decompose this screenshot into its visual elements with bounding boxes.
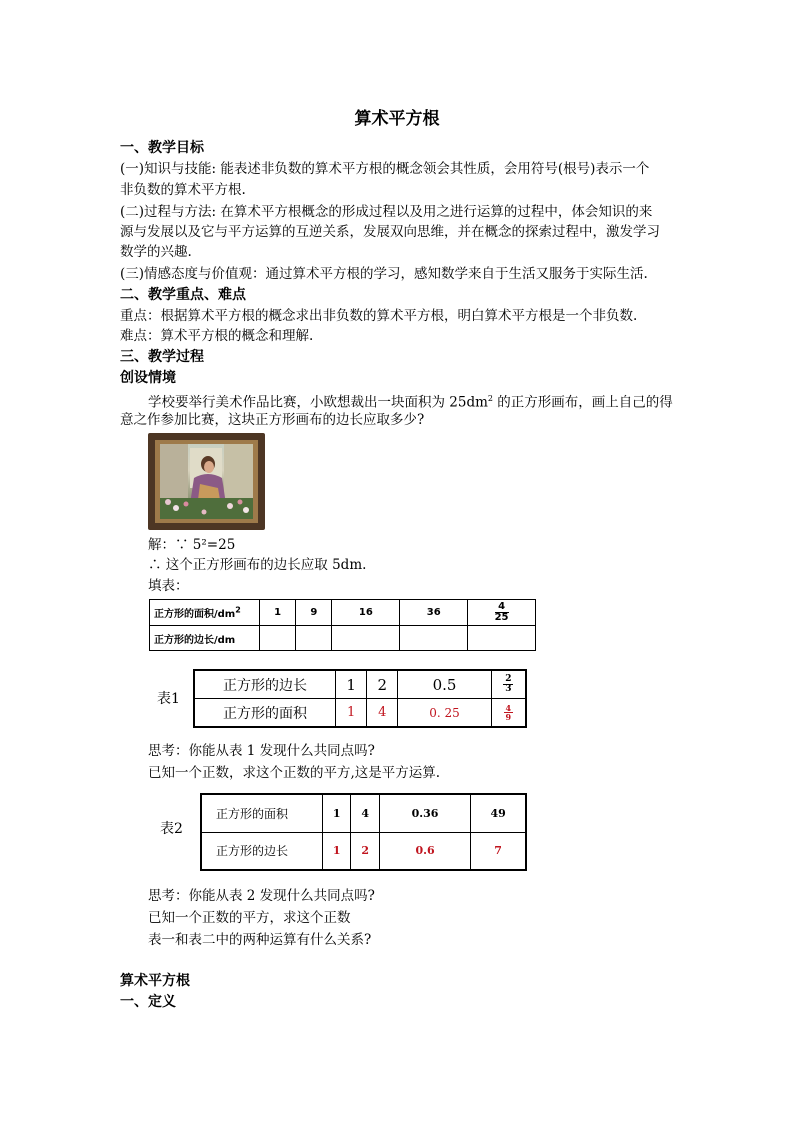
section-heading-goals: 一、教学目标 bbox=[120, 140, 204, 156]
fill-table-empty-cell bbox=[468, 626, 536, 651]
think-question-1: 思考：你能从表 1 发现什么共同点吗? bbox=[148, 743, 375, 759]
table2-answer-cell: 1 bbox=[323, 832, 351, 870]
fill-table-empty-cell bbox=[296, 626, 332, 651]
scenario-paragraph-line1 bbox=[148, 389, 673, 413]
table1-side-label: 正方形的边长 bbox=[194, 670, 336, 699]
fill-table-side-label: 正方形的边长/dm bbox=[150, 626, 260, 651]
table1-label: 表1 bbox=[157, 691, 180, 707]
goal-knowledge-line1: (一)知识与技能: 能表述非负数的算术平方根的概念领会其性质，会用符号(根号)表示一个 bbox=[120, 161, 650, 177]
key-point: 重点：根据算术平方根的概念求出非负数的算术平方根，明白算术平方根是一个非负数. bbox=[120, 308, 638, 324]
goal-attitude: (三)情感态度与价值观：通过算术平方根的学习，感知数学来自于生活又服务于实际生活. bbox=[120, 266, 648, 282]
framed-painting-image bbox=[148, 433, 265, 530]
solution-line2: ∴ 这个正方形画布的边长应取 5dm. bbox=[148, 557, 367, 573]
table2-label: 表2 bbox=[160, 821, 183, 837]
table2-answer-cell: 2 bbox=[351, 832, 379, 870]
solution-line1: 解：∵ 5²=25 bbox=[148, 537, 236, 553]
goal-process-line2: 源与发展以及它与平方运算的互逆关系，发展双向思维，并在概念的探索过程中，激发学习 bbox=[120, 224, 660, 240]
fill-table-cell: 36 bbox=[400, 600, 468, 626]
table1-answer-cell: 0. 25 bbox=[398, 699, 491, 728]
table1-cell: 0.5 bbox=[398, 670, 491, 699]
difficult-point: 难点：算术平方根的概念和理解. bbox=[120, 328, 314, 344]
table2-answer-cell: 7 bbox=[471, 832, 526, 870]
table2-cell: 1 bbox=[323, 794, 351, 832]
fill-table-cell-fraction: $\frac{4}{25}$ bbox=[468, 600, 536, 626]
table1 bbox=[193, 669, 527, 728]
known-statement-2: 已知一个正数的平方，求这个正数 bbox=[148, 910, 351, 926]
fill-table-instruction: 填表： bbox=[148, 578, 189, 594]
table2-side-label: 正方形的边长 bbox=[201, 832, 323, 870]
table1-cell: 1 bbox=[336, 670, 367, 699]
known-statement-1: 已知一个正数，求这个正数的平方,这是平方运算. bbox=[148, 765, 441, 781]
fill-table-cell: 16 bbox=[332, 600, 400, 626]
table2-cell: 49 bbox=[471, 794, 526, 832]
fill-table-area-label: 正方形的面积$/dm^2$ bbox=[150, 600, 260, 626]
section-heading-process: 三、教学过程 bbox=[120, 349, 204, 365]
section-heading-key-points: 二、教学重点、难点 bbox=[120, 287, 246, 303]
fill-table-empty-cell bbox=[260, 626, 296, 651]
fill-table-empty-cell bbox=[332, 626, 400, 651]
goal-knowledge-line2: 非负数的算术平方根. bbox=[120, 182, 246, 198]
think-question-2: 思考：你能从表 2 发现什么共同点吗? bbox=[148, 888, 375, 904]
table2-cell: 0.36 bbox=[379, 794, 470, 832]
goal-process-line1: (二)过程与方法: 在算术平方根概念的形成过程以及用之进行运算的过程中，体会知识的来 bbox=[120, 204, 653, 220]
fill-table-cell: 1 bbox=[260, 600, 296, 626]
table1-answer-cell-fraction: $\frac{4}{9}$ bbox=[491, 699, 526, 728]
fill-table-empty-cell bbox=[400, 626, 468, 651]
table1-answer-cell: 1 bbox=[336, 699, 367, 728]
scenario-superscript: 2 bbox=[487, 394, 494, 403]
relation-question: 表一和表二中的两种运算有什么关系? bbox=[148, 932, 372, 948]
scenario-text-post: 的正方形画布，画上自己的得 bbox=[493, 394, 673, 411]
table2 bbox=[200, 793, 527, 871]
table1-cell: 2 bbox=[367, 670, 398, 699]
fill-table-cell: 9 bbox=[296, 600, 332, 626]
section-heading-arithmetic-root: 算术平方根 bbox=[120, 973, 190, 989]
scenario-text-pre: 学校要举行美术作品比赛，小欧想裁出一块面积为 25dm bbox=[148, 394, 488, 411]
table2-answer-cell: 0.6 bbox=[379, 832, 470, 870]
table1-area-label: 正方形的面积 bbox=[194, 699, 336, 728]
fill-in-table bbox=[149, 599, 536, 651]
goal-process-line3: 数学的兴趣. bbox=[120, 244, 192, 260]
table2-area-label: 正方形的面积 bbox=[201, 794, 323, 832]
table1-answer-cell: 4 bbox=[367, 699, 398, 728]
painting-illustration bbox=[160, 444, 253, 519]
page-title: 算术平方根 bbox=[354, 109, 440, 129]
table1-cell-fraction: $\frac{2}{3}$ bbox=[491, 670, 526, 699]
subheading-scenario: 创设情境 bbox=[120, 370, 176, 386]
scenario-paragraph-line2: 意之作参加比赛，这块正方形画布的边长应取多少? bbox=[120, 412, 425, 428]
painting-canvas bbox=[160, 444, 253, 519]
subheading-definition: 一、定义 bbox=[120, 994, 176, 1010]
table2-cell: 4 bbox=[351, 794, 379, 832]
